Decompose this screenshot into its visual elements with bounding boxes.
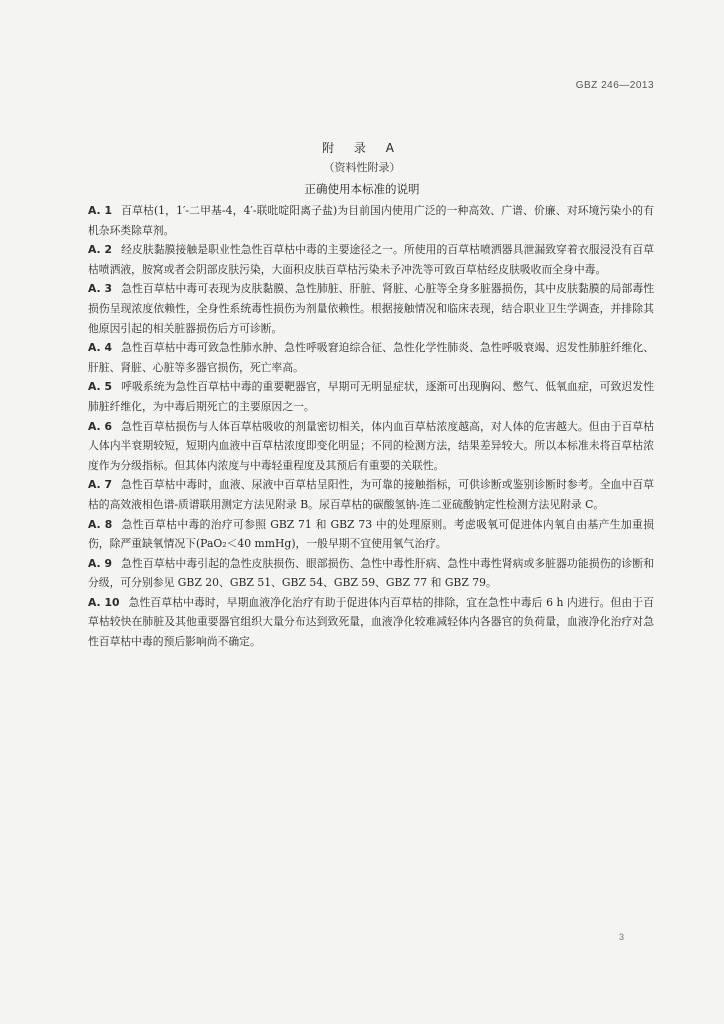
clause-a2: [88, 240, 654, 279]
clause-a5: [88, 377, 654, 416]
clause-text: 急性百草枯中毒可致急性肺水肿、急性呼吸窘迫综合征、急性化学性肺炎、急性呼吸衰竭、迟发性肺脏纤维化、肝脏、肾脏、心脏等多器官损伤，死亡率高。: [88, 341, 654, 374]
appendix-title: 附 录 A: [322, 141, 402, 155]
clause-text: 急性百草枯中毒可表现为皮肤黏膜、急性肺脏、肝脏、肾脏、心脏等全身多脏器损伤，其中皮肤黏膜的局部毒性损伤呈现浓度依赖性，全身性系统毒性损伤为剂量依赖性。根据接触情况和临床表现，结合职业卫生学调查，并排除其他原因引起的相关脏器损伤后方可诊断。: [88, 282, 654, 335]
clause-number: A. 2: [88, 243, 113, 257]
clause-number: A. 4: [88, 341, 113, 355]
clause-text: 呼吸系统为急性百草枯中毒的重要靶器官，早期可无明显症状，逐渐可出现胸闷、憋气、低氧血症，可致迟发性肺脏纤维化，为中毒后期死亡的主要原因之一。: [88, 380, 654, 413]
clause-text: 急性百草枯中毒时，血液、尿液中百草枯呈阳性，为可靠的接触指标，可供诊断或鉴别诊断时参考。全血中百草枯的高效液相色谱-质谱联用测定方法见附录 B。尿百草枯的碳酸氢钠-连二亚硫酸钠定性检测方法见附录 C。: [88, 478, 654, 511]
clause-number: A. 8: [88, 517, 113, 531]
clause-a9: [88, 554, 654, 593]
clause-number: A. 5: [88, 380, 113, 394]
clause-text: 急性百草枯中毒的治疗可参照 GBZ 71 和 GBZ 73 中的处理原则。考虑吸氧可促进体内氧自由基产生加重损伤，除严重缺氧情况下(PaO₂＜40 mmHg)，一般早期不宜使用氧气治疗。: [88, 517, 654, 551]
clause-number: A. 9: [88, 556, 113, 570]
clause-number: A. 1: [88, 204, 113, 217]
clause-a3: [88, 279, 654, 338]
clause-a6: [88, 417, 654, 476]
clause-a10: [88, 593, 654, 652]
clause-text: 急性百草枯中毒时，早期血液净化治疗有助于促进体内百草枯的排除，宜在急性中毒后 6 h 内进行。但由于百草枯较快在肺脏及其他重要器官组织大量分布达到致死量，血液净化较难减轻体内各器官的负荷量，血液净化治疗对急性百草枯中毒的预后影响尚不确定。: [88, 595, 654, 649]
clause-a7: [88, 475, 654, 514]
appendix-subtitle: （资料性附录）: [323, 161, 401, 174]
clause-a8: [88, 515, 654, 554]
clause-number: A. 10: [88, 595, 120, 609]
page-number: 3: [618, 932, 624, 942]
appendix-body: [88, 201, 654, 652]
clause-text: 急性百草枯损伤与人体百草枯吸收的剂量密切相关，体内血百草枯浓度越高，对人体的危害越大。但由于百草枯人体内半衰期较短，短期内血液中百草枯浓度即变化明显；不同的检测方法，结果差异较大。所以本标准未将百草枯浓度作为分级指标。但其体内浓度与中毒轻重程度及其预后有重要的关联性。: [88, 419, 654, 472]
appendix-heading: [0, 138, 724, 200]
clause-number: A. 6: [88, 419, 113, 433]
clause-number: A. 3: [88, 282, 113, 296]
standard-code: GBZ 246—2013: [575, 80, 654, 91]
clause-a1: [88, 201, 654, 240]
clause-number: A. 7: [88, 478, 113, 492]
clause-a4: [88, 338, 654, 377]
appendix-main-title: 正确使用本标准的说明: [304, 182, 420, 196]
clause-text: 经皮肤黏膜接触是职业性急性百草枯中毒的主要途径之一。所使用的百草枯喷洒器具泄漏致穿着衣服浸没有百草枯喷洒液，胺窝或者会阴部皮肤污染，大面积皮肤百草枯污染未予冲洗等可致百草枯经皮肤吸收而全身中毒。: [88, 243, 654, 276]
clause-text: 百草枯(1，1′-二甲基-4，4′-联吡啶阳离子盐)为目前国内使用广泛的一种高效、广谱、价廉、对环境污染小的有机杂环类除草剂。: [88, 204, 654, 237]
clause-text: 急性百草枯中毒引起的急性皮肤损伤、眼部损伤、急性中毒性肝病、急性中毒性肾病或多脏器功能损伤的诊断和分级，可分别参见 GBZ 20、GBZ 51、GBZ 54、GBZ 59、GBZ 77 和 GBZ 79。: [88, 556, 654, 590]
